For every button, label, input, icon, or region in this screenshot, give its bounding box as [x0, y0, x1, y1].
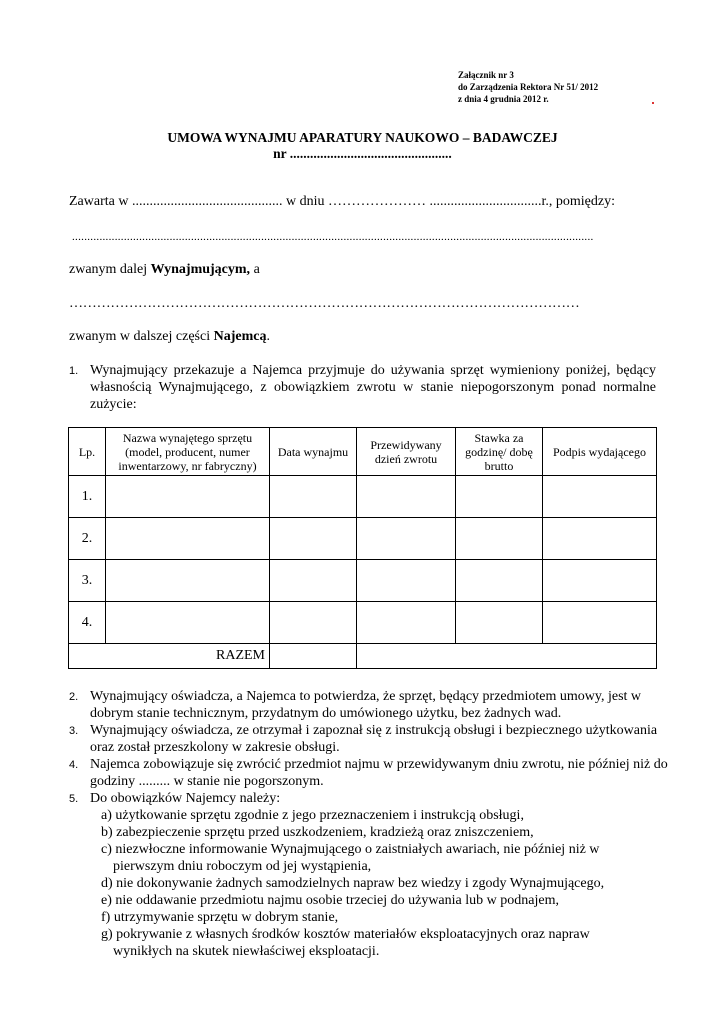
clause-text: Wynajmujący oświadcza, ze otrzymał i zapoznał się z instrukcją obsługi i bezpiecznego użytkowania oraz został przeszkolony w zakresie obsługi.: [90, 723, 658, 755]
lessee-prefix: zwanym w dalszej części: [69, 329, 214, 344]
cell-rental-date[interactable]: [270, 602, 357, 644]
col-header-lp: Lp.: [69, 428, 106, 476]
clause-number: 5.: [69, 793, 79, 805]
cell-signature[interactable]: [543, 518, 657, 560]
list-item: f) utrzymywanie sprzętu w dobrym stanie,: [101, 910, 339, 925]
cell-equipment[interactable]: [106, 476, 270, 518]
red-mark: [652, 102, 654, 104]
table-row: [69, 518, 657, 560]
col-header-equipment: Nazwa wynajętego sprzętu (model, producent, numer inwentarzowy, nr fabryczny): [106, 428, 270, 476]
lessee-line: [69, 329, 270, 345]
list-item: b) zabezpieczenie sprzętu przed uszkodzeniem, kradzieżą oraz zniszczeniem,: [101, 825, 534, 840]
cell-rate[interactable]: [456, 476, 543, 518]
col-header-rental-date: Data wynajmu: [270, 428, 357, 476]
cell-signature[interactable]: [543, 476, 657, 518]
clause-text: Do obowiązków Najemcy należy:: [90, 791, 281, 806]
lessor-prefix: zwanym dalej: [69, 262, 151, 277]
clause-number: 3.: [69, 725, 79, 737]
table-row: [69, 602, 657, 644]
cell-return-date[interactable]: [357, 560, 456, 602]
lessor-suffix: a: [250, 262, 260, 277]
col-header-signature: Podpis wydającego: [543, 428, 657, 476]
row-number: 2.: [69, 518, 106, 560]
total-label: RAZEM: [69, 644, 270, 669]
contract-number: nr ................................................: [273, 146, 452, 161]
cell-return-date[interactable]: [357, 518, 456, 560]
row-number: 1.: [69, 476, 106, 518]
row-number: 4.: [69, 602, 106, 644]
cell-signature[interactable]: [543, 602, 657, 644]
row-number: 3.: [69, 560, 106, 602]
clause-2: [69, 688, 669, 722]
clause-text: Wynajmujący przekazuje a Najemca przyjmuje do używania sprzęt wymieniony poniżej, będący własnością Wynajmującego, z obowiązkiem zwrotu w stanie niepogorszonym ponad normalne zużycie:: [90, 363, 656, 412]
list-item: e) nie oddawanie przedmiotu najmu osobie trzeciej do używania lub w podnajem,: [101, 893, 559, 908]
table-row: [69, 476, 657, 518]
lessor-name: Wynajmującym,: [150, 262, 251, 277]
duties-list: [69, 807, 629, 960]
document-title: UMOWA WYNAJMU APARATURY NAUKOWO – BADAWCZEJ: [167, 130, 558, 145]
clause-number: 2.: [69, 691, 79, 703]
clause-number: 1.: [69, 365, 79, 377]
cell-rental-date[interactable]: [270, 560, 357, 602]
clause-text: Najemca zobowiązuje się zwrócić przedmiot najmu w przewidywanym dniu zwrotu, nie później niż do godziny ......... w stanie nie pogorszonym.: [90, 757, 668, 789]
equipment-table: [68, 427, 657, 669]
clause-text: Wynajmujący oświadcza, a Najemca to potwierdza, że sprzęt, będący przedmiotem umowy, jest w dobrym stanie technicznym, przydatnym do umówionego użytku, bez żadnych wad.: [90, 689, 642, 721]
cell-signature[interactable]: [543, 560, 657, 602]
cell-rental-date[interactable]: [270, 518, 357, 560]
list-item: a) użytkowanie sprzętu zgodnie z jego przeznaczeniem i instrukcją obsługi,: [101, 808, 524, 823]
party-two-blank: …………………………………………………………………………………………………: [69, 296, 580, 311]
list-item: g) pokrywanie z własnych środków kosztów materiałów eksploatacyjnych oraz napraw wynikłych na skutek niewłaściwej eksploatacji.: [101, 927, 590, 959]
lessor-line: [69, 262, 260, 278]
clause-1: [69, 362, 656, 413]
clauses-list: [69, 688, 669, 960]
lessee-suffix: .: [266, 329, 270, 344]
col-header-return-date: Przewidywany dzień zwrotu: [357, 428, 456, 476]
clause-4: [69, 756, 669, 790]
cell-rate[interactable]: [456, 518, 543, 560]
attachment-line-2: do Zarządzenia Rektora Nr 51/ 2012: [458, 82, 599, 92]
attachment-line-1: Załącznik nr 3: [458, 70, 514, 80]
attachment-note: [458, 69, 598, 105]
party-one-blank: ...........................................................................................................................................................................: [72, 231, 594, 243]
clause-3: [69, 722, 669, 756]
table-header-row: [69, 428, 657, 476]
cell-equipment[interactable]: [106, 518, 270, 560]
cell-rate[interactable]: [456, 602, 543, 644]
total-cell[interactable]: [270, 644, 357, 669]
lessee-name: Najemcą: [213, 329, 267, 344]
list-item: c) niezwłoczne informowanie Wynajmującego o zaistniałych awariach, nie później niż w pierwszym dniu roboczym od jej wystąpienia,: [101, 842, 600, 874]
cell-equipment[interactable]: [106, 602, 270, 644]
table-row: [69, 560, 657, 602]
concluded-line: Zawarta w ........................................... w dniu ………………… ................................r., pomiędzy:: [69, 194, 615, 209]
cell-return-date[interactable]: [357, 602, 456, 644]
clause-5: [69, 790, 669, 807]
list-item: d) nie dokonywanie żadnych samodzielnych napraw bez wiedzy i zgody Wynajmującego,: [101, 876, 605, 891]
total-row: [69, 644, 657, 669]
total-remainder: [357, 644, 657, 669]
clause-number: 4.: [69, 759, 79, 771]
col-header-rate: Stawka za godzinę/ dobę brutto: [456, 428, 543, 476]
cell-return-date[interactable]: [357, 476, 456, 518]
attachment-line-3: z dnia 4 grudnia 2012 r.: [458, 94, 549, 104]
cell-rental-date[interactable]: [270, 476, 357, 518]
cell-rate[interactable]: [456, 560, 543, 602]
cell-equipment[interactable]: [106, 560, 270, 602]
